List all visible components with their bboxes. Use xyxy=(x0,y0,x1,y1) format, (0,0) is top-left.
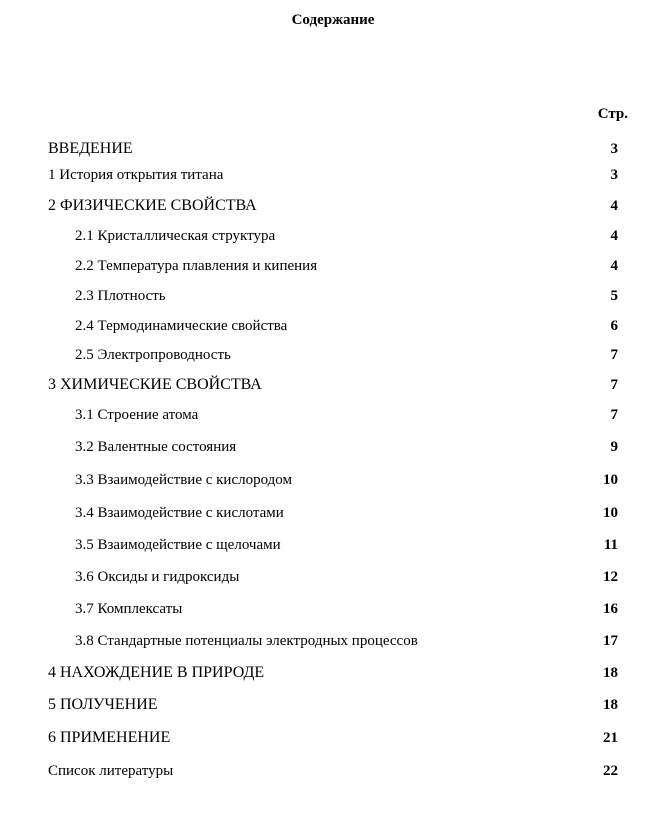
toc-entry-page: 3 xyxy=(610,141,618,157)
toc-entry-label: 2.5 Электропроводность xyxy=(75,347,231,363)
page-title: Содержание xyxy=(291,12,375,28)
toc-entry-label: 3.7 Комплексаты xyxy=(75,601,183,617)
toc-entry-complexes xyxy=(0,598,666,620)
toc-entry-introduction xyxy=(0,138,666,160)
toc-entry-label: ВВЕДЕНИЕ xyxy=(48,140,133,157)
toc-entry-page: 7 xyxy=(610,377,618,393)
toc-entry-valence-states xyxy=(0,436,666,458)
toc-entry-label: 4 НАХОЖДЕНИЕ В ПРИРОДЕ xyxy=(48,664,265,681)
toc-entry-page: 3 xyxy=(610,167,618,183)
toc-entry-page: 21 xyxy=(603,730,618,746)
toc-entry-crystal-structure xyxy=(0,225,666,247)
toc-entry-page: 11 xyxy=(603,537,618,553)
toc-entry-label: 1 История открытия титана xyxy=(48,167,224,183)
toc-entry-page: 12 xyxy=(603,569,618,585)
toc-entry-page: 18 xyxy=(603,697,618,713)
toc-entry-oxides xyxy=(0,566,666,588)
toc-entry-label: 3 ХИМИЧЕСКИЕ СВОЙСТВА xyxy=(48,376,262,393)
toc-entry-production xyxy=(0,694,666,716)
toc-entry-label: 6 ПРИМЕНЕНИЕ xyxy=(48,729,171,746)
toc-entry-conductivity xyxy=(0,344,666,366)
toc-entry-page: 9 xyxy=(610,439,618,455)
toc-entry-label: 2.2 Температура плавления и кипения xyxy=(75,258,318,274)
toc-entry-label: 3.1 Строение атома xyxy=(75,407,199,423)
toc-entry-label: Список литературы xyxy=(48,763,174,779)
toc-entry-atom-structure xyxy=(0,404,666,426)
toc-entry-page: 4 xyxy=(610,228,618,244)
toc-entry-page: 18 xyxy=(603,665,618,681)
toc-entry-label: 2 ФИЗИЧЕСКИЕ СВОЙСТВА xyxy=(48,197,257,214)
toc-entry-occurrence xyxy=(0,662,666,684)
toc-entry-label: 2.3 Плотность xyxy=(75,288,166,304)
toc-entry-density xyxy=(0,285,666,307)
toc-entry-chemical-properties xyxy=(0,374,666,396)
toc-entry-page: 10 xyxy=(603,505,618,521)
toc-entry-page: 7 xyxy=(610,407,618,423)
toc-entry-label: 5 ПОЛУЧЕНИЕ xyxy=(48,696,158,713)
toc-entry-label: 3.3 Взаимодействие с кислородом xyxy=(75,472,292,488)
toc-entry-page: 4 xyxy=(610,198,618,214)
toc-entry-melting-boiling xyxy=(0,255,666,277)
toc-entry-history xyxy=(0,164,666,186)
toc-entry-page: 5 xyxy=(610,288,618,304)
toc-entry-label: 3.2 Валентные состояния xyxy=(75,439,237,455)
toc-entry-acid-interaction xyxy=(0,502,666,524)
toc-entry-page: 22 xyxy=(603,763,618,779)
toc-entry-page: 4 xyxy=(610,258,618,274)
toc-entry-page: 6 xyxy=(610,318,618,334)
toc-entry-electrode-potentials xyxy=(0,630,666,652)
toc-entry-thermodynamic xyxy=(0,315,666,337)
toc-entry-alkali-interaction xyxy=(0,534,666,556)
toc-entry-label: 2.1 Кристаллическая структура xyxy=(75,228,276,244)
page-column-header: Стр. xyxy=(597,106,628,122)
toc-entry-oxygen-interaction xyxy=(0,469,666,491)
toc-entry-physical-properties xyxy=(0,195,666,217)
toc-entry-label: 2.4 Термодинамические свойства xyxy=(75,318,288,334)
toc-entry-label: 3.5 Взаимодействие с щелочами xyxy=(75,537,281,553)
toc-entry-application xyxy=(0,727,666,749)
toc-entry-references xyxy=(0,760,666,782)
toc-entry-label: 3.8 Стандартные потенциалы электродных процессов xyxy=(75,633,418,649)
toc-entry-page: 7 xyxy=(610,347,618,363)
toc-entry-label: 3.6 Оксиды и гидроксиды xyxy=(75,569,240,585)
toc-entry-label: 3.4 Взаимодействие с кислотами xyxy=(75,505,284,521)
toc-entry-page: 10 xyxy=(603,472,618,488)
toc-entry-page: 17 xyxy=(603,633,618,649)
toc-entry-page: 16 xyxy=(603,601,618,617)
